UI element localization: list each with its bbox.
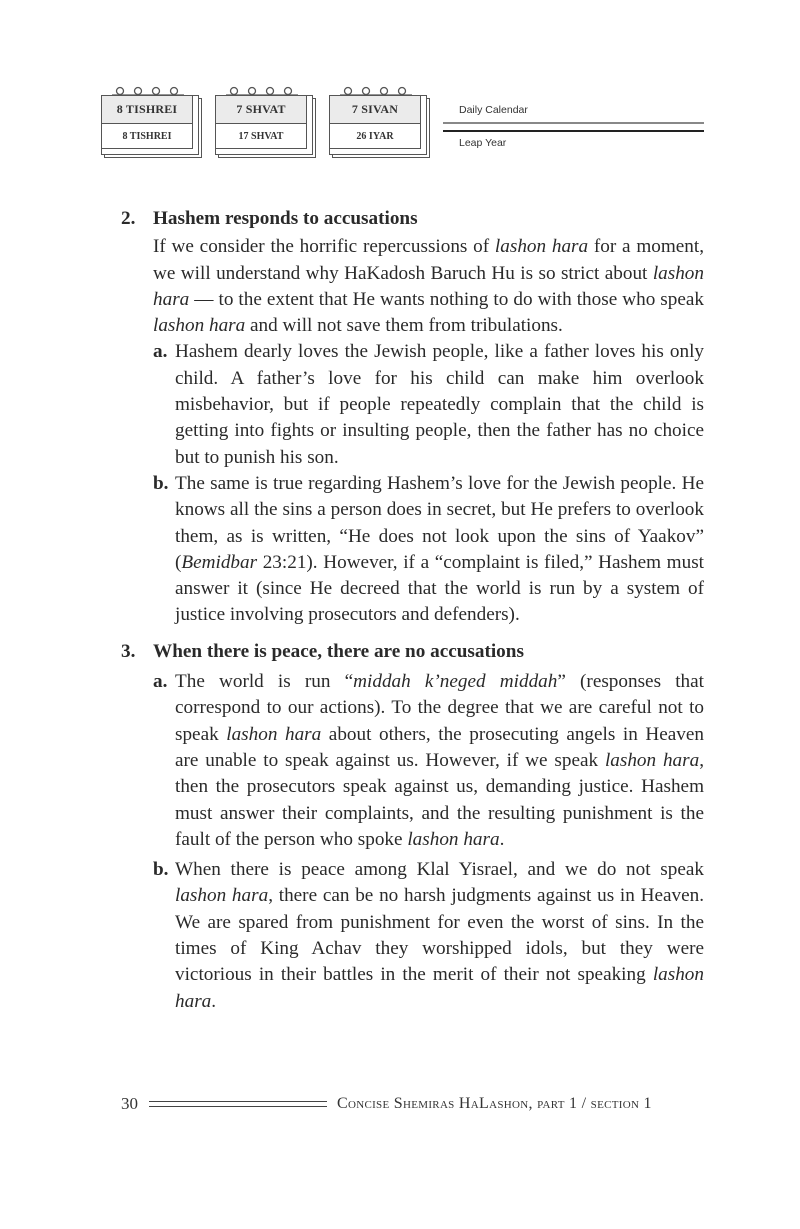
page-number: 30 bbox=[121, 1094, 138, 1113]
italic-term: lashon hara bbox=[494, 236, 589, 258]
text-run: and will not save them from tribulations. bbox=[245, 315, 563, 337]
page-footer bbox=[121, 1094, 704, 1114]
list-item bbox=[153, 471, 704, 629]
italic-term: lashon hara bbox=[407, 828, 500, 850]
text-run: , there can be no harsh judgments against us in Heaven. We are spared from punishment for even the worst of sins. In the times of King Achav they worshipped idols, but they were victorious in their battles in the merit of their not speaking bbox=[175, 885, 704, 986]
text-run: The world is run “ bbox=[175, 671, 354, 693]
footer-rule bbox=[149, 1101, 327, 1107]
text-run: about others, the prosecuting angels in Heaven are unable to speak against us. However, if we speak bbox=[175, 723, 704, 771]
calendar-date-secondary: 26 IYAR bbox=[330, 124, 420, 148]
item-letter: a. bbox=[153, 671, 168, 693]
text-run: If we consider the horrific repercussions of bbox=[153, 236, 495, 258]
calendar-date-primary: 7 SHVAT bbox=[216, 96, 306, 124]
section-heading bbox=[121, 639, 704, 665]
header-rule bbox=[443, 130, 704, 132]
leap-year-label: Leap Year bbox=[459, 137, 507, 149]
section-number: 2. bbox=[121, 208, 136, 229]
text-run: . bbox=[211, 990, 217, 1012]
section-heading bbox=[121, 206, 704, 232]
calendar-date-secondary: 17 SHVAT bbox=[216, 124, 306, 148]
text-run: Hashem dearly loves the Jewish people, like a father loves his only child. A father’s love for his child can make him overlook misbehavior, but if people repeatedly complain that the child is getting into fights or insulting people, then the father has no choice but to punish his son. bbox=[175, 341, 704, 468]
text-run: The same is true regarding Hashem’s love for the Jewish people. He knows all the sins a person does in secret, but He prefers to overlook them, as is written, “He does not look upon the sins of Yaakov” ( bbox=[175, 472, 704, 573]
item-letter: b. bbox=[153, 472, 169, 494]
list-item bbox=[153, 339, 704, 470]
item-text bbox=[175, 669, 704, 853]
italic-term: lashon hara bbox=[226, 723, 322, 745]
item-text bbox=[175, 471, 704, 629]
calendar-date-primary: 8 TISHREI bbox=[102, 96, 192, 124]
italic-term: Bemidbar bbox=[181, 551, 258, 573]
page-body bbox=[121, 206, 704, 1015]
section-title: Hashem responds to accusations bbox=[153, 208, 418, 229]
section-intro bbox=[153, 234, 704, 339]
text-run: 23:21). However, if a “complaint is filed,” Hashem must answer it (since He decreed that the world is run by a system of justice involving prosecutors and defenders). bbox=[175, 551, 704, 626]
section-title: When there is peace, there are no accusations bbox=[153, 640, 524, 662]
section-3 bbox=[121, 639, 704, 1015]
calendar-card bbox=[98, 86, 198, 156]
calendar-card bbox=[326, 86, 426, 156]
italic-term: lashon hara bbox=[175, 964, 704, 1012]
item-text bbox=[175, 857, 704, 1015]
header-labels bbox=[443, 104, 704, 149]
italic-term: lashon hara bbox=[175, 885, 269, 907]
section-number: 3. bbox=[121, 640, 136, 662]
text-run: ” (responses that correspond to our actions). To the degree that we are careful not to speak bbox=[175, 671, 704, 745]
italic-term: lashon hara bbox=[604, 749, 700, 771]
italic-term: lashon hara bbox=[153, 262, 704, 310]
header-rule bbox=[443, 122, 704, 124]
calendar-header bbox=[98, 86, 426, 156]
italic-term: lashon hara bbox=[153, 315, 246, 337]
calendar-date-secondary: 8 TISHREI bbox=[102, 124, 192, 148]
section-2 bbox=[121, 206, 704, 629]
calendar-card bbox=[212, 86, 312, 156]
list-item bbox=[153, 857, 704, 1015]
text-run: When there is peace among Klal Yisrael, and we do not speak bbox=[175, 859, 704, 881]
running-title: Concise Shemiras HaLashon, part 1 / section 1 bbox=[337, 1095, 652, 1112]
list-item bbox=[153, 669, 704, 853]
item-letter: a. bbox=[153, 341, 168, 363]
text-run: — to the extent that He wants nothing to do with those who speak bbox=[189, 288, 704, 310]
item-text bbox=[175, 339, 704, 470]
item-letter: b. bbox=[153, 859, 169, 881]
italic-term: middah k’neged middah bbox=[353, 671, 558, 693]
calendar-date-primary: 7 SIVAN bbox=[330, 96, 420, 124]
daily-calendar-label: Daily Calendar bbox=[459, 104, 528, 116]
text-run: , then the prosecutors speak against us, demanding justice. Hashem must answer their complaints, and the resulting punishment is the fault of the person who spoke bbox=[175, 749, 704, 850]
text-run: . bbox=[499, 828, 505, 850]
text-run: for a moment, we will understand why HaKadosh Baruch Hu is so strict about bbox=[153, 236, 704, 284]
